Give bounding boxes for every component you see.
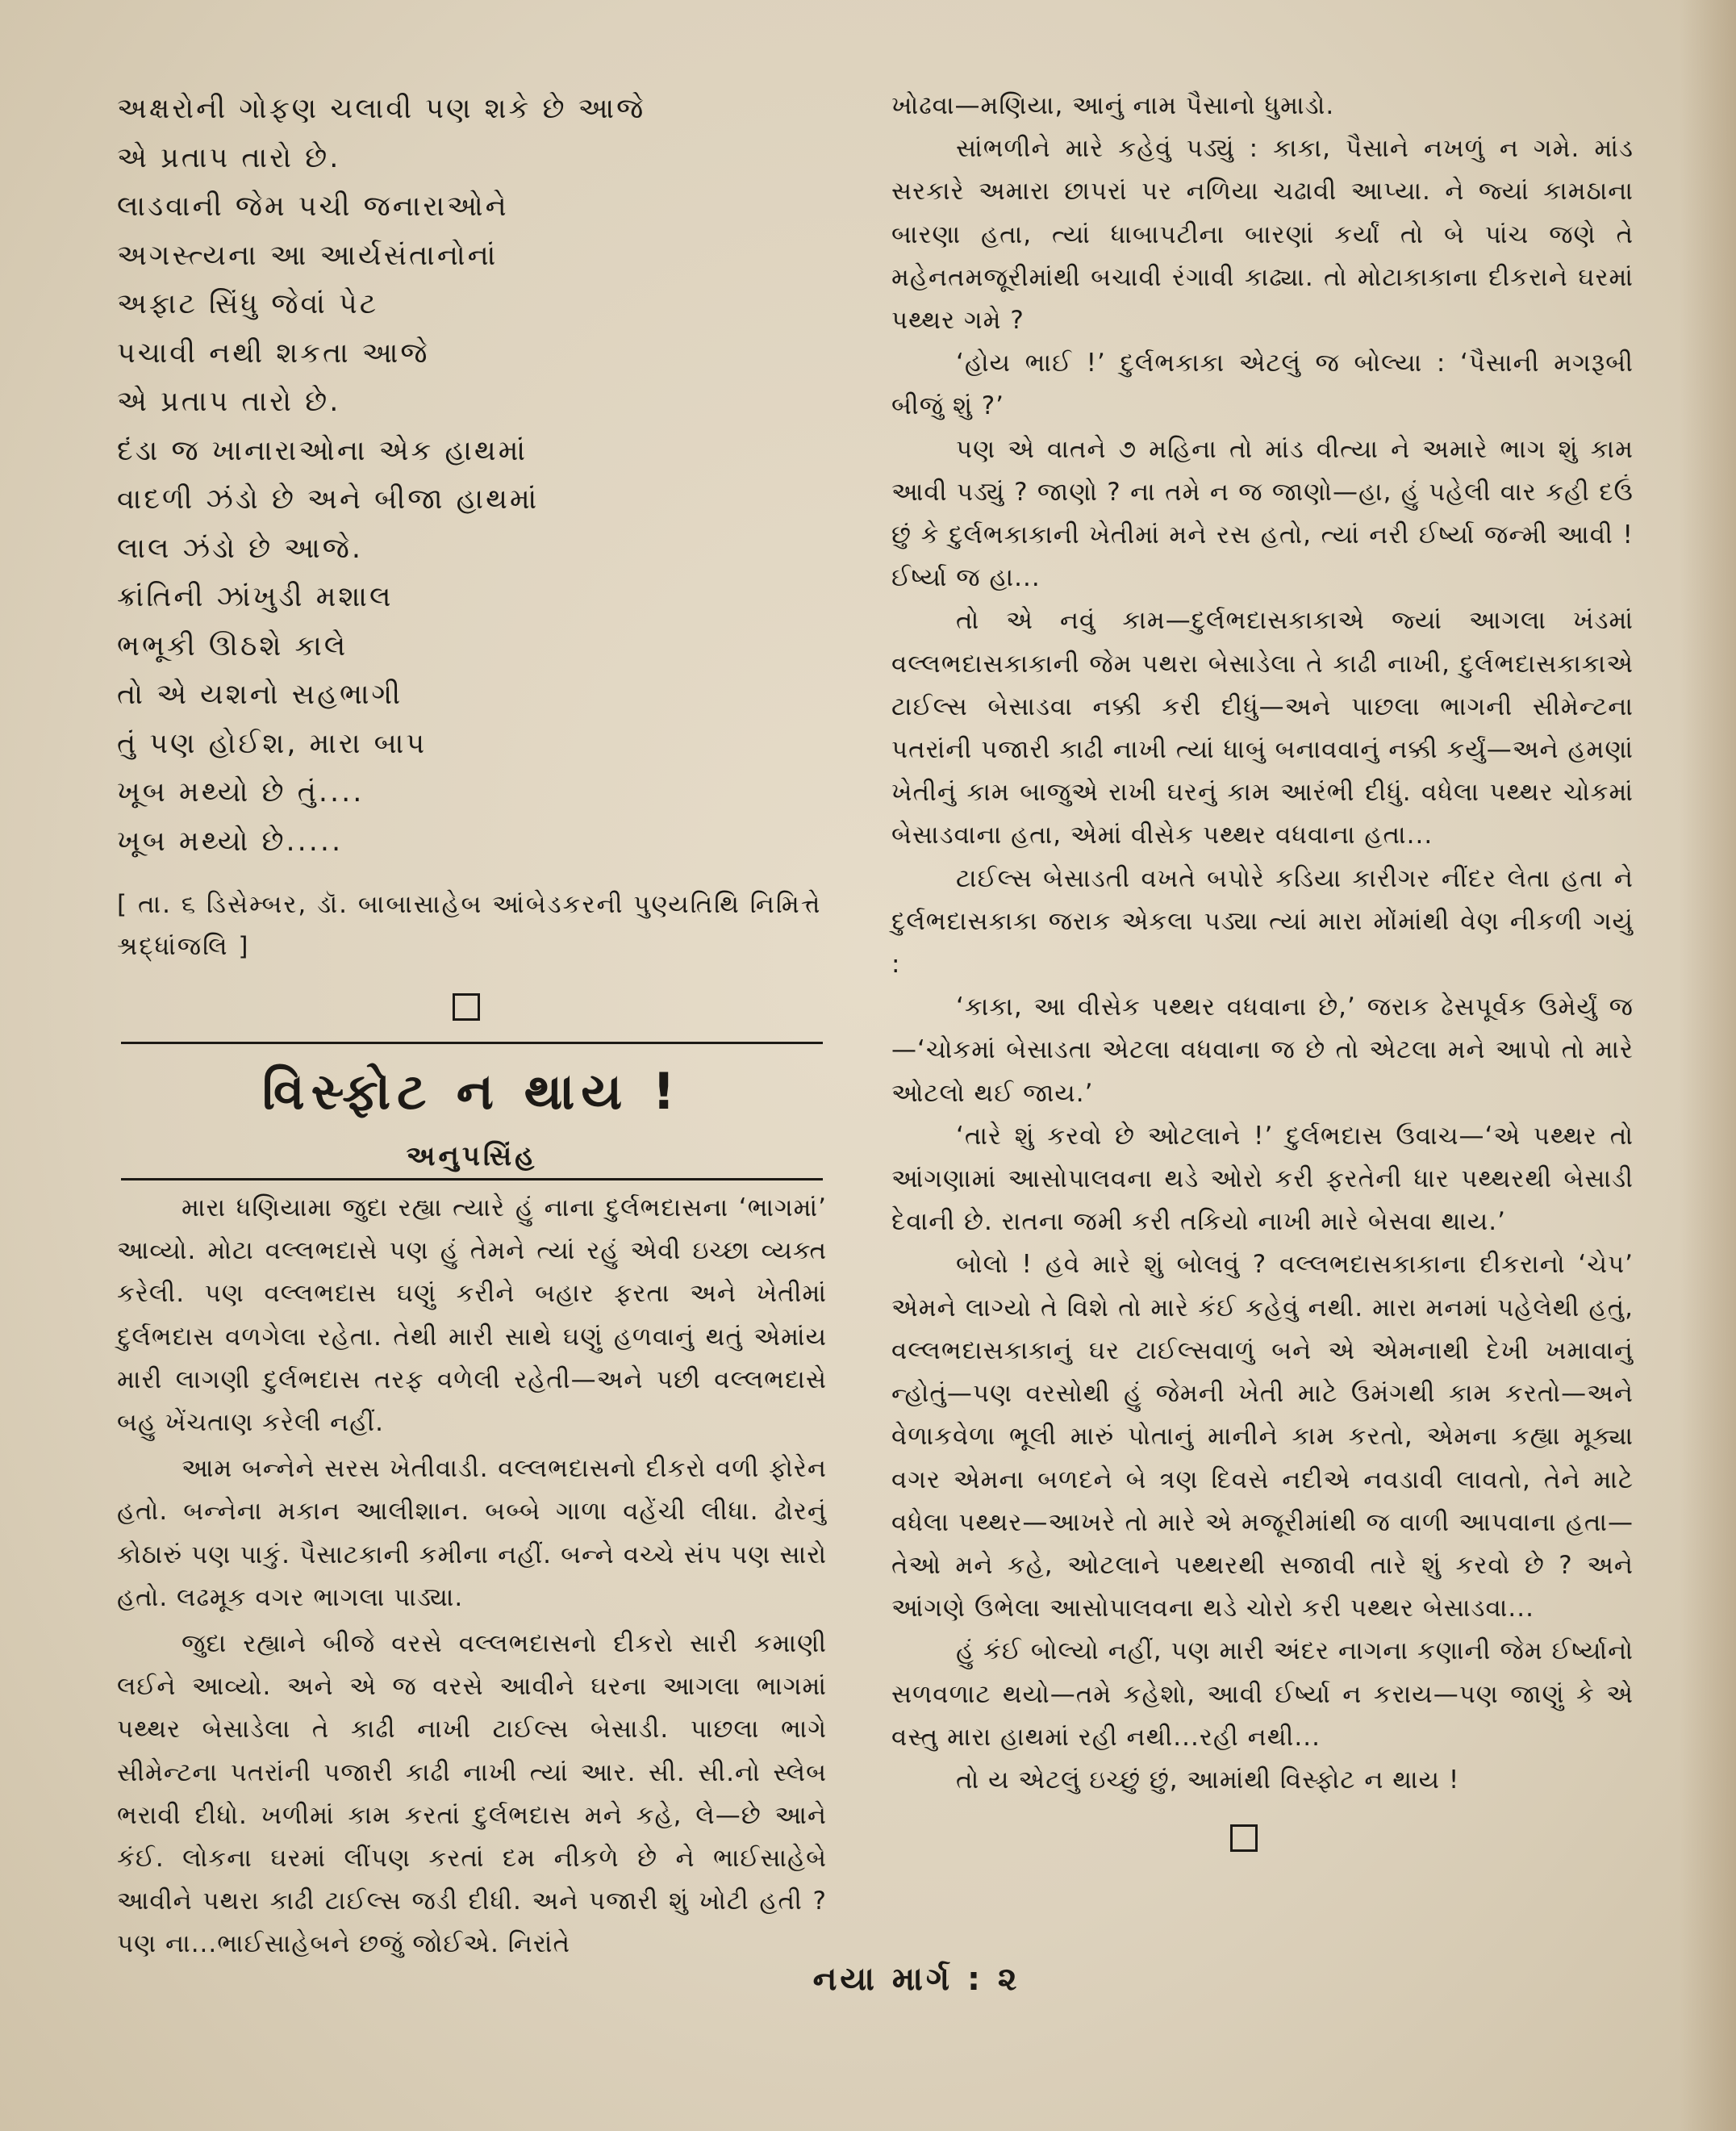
story-paragraph: સાંભળીને મારે કહેવું પડ્યું : કાકા, પૈસાને નખળું ન ગમે. માંડ સરકારે અમારા છાપરાં પર નળિયા ચઢાવી આપ્યા. ને જ્યાં કામઠાના બારણા હતા, ત્યાં ધાબાપટીના બારણાં કર્યાં તો બે પાંચ જણે તે મહેનતમજૂરીમાંથી બચાવી રંગાવી કાઢ્યા. તો મોટાકાકાના દીકરાને ઘરમાં પથ્થર ગમે ? xyxy=(891,134,1634,336)
story-paragraph: પણ એ વાતને ૭ મહિના તો માંડ વીત્યા ને અમારે ભાગ શું કામ આવી પડ્યું ? જાણો ? ના તમે ન જ જાણો—હા, હું પહેલી વાર કહી દઉં છું કે દુર્લભકાકાની ખેતીમાં મને રસ હતો, ત્યાં નરી ઈર્ષ્યા જન્મી આવી ! ઈર્ષ્યા જ હા... xyxy=(891,434,1634,593)
story-title: વિસ્ફોટ ન થાય ! xyxy=(262,1062,682,1121)
page-edge-shadow xyxy=(1680,0,1736,2131)
story-paragraph: જુદા રહ્યાને બીજે વરસે વલ્લભદાસનો દીકરો સારી કમાણી લઈને આવ્યો. અને એ જ વરસે આવીને ઘરના આગલા ભાગમાં પથ્થર બેસાડેલા તે કાઢી નાખી ટાઈલ્સ બેસાડી. પાછલા ભાગે સીમેન્ટના પતરાંની પજારી કાઢી નાખી ત્યાં આર. સી. સી.નો સ્લેબ ભરાવી દીધો. ખળીમાં કામ કરતાં દુર્લભદાસ મને કહે, લે—છે આને કંઈ. લોકના ઘરમાં લીંપણ કરતાં દમ નીકળે છે ને ભાઈસાહેબે આવીને પથરા કાઢી ટાઈલ્સ જડી દીધી. અને પજારી શું ખોટી હતી ? પણ ના...ભાઈસાહેબને છજું જોઈએ. નિરાંતે xyxy=(117,1629,827,1959)
poem-line: એ પ્રતાપ તારો છે. xyxy=(117,386,341,418)
poem-line: ક્રાંતિની ઝાંખુડી મશાલ xyxy=(117,581,394,613)
poem-line: ભભૂકી ઊઠશે કાલે xyxy=(117,629,348,662)
story-author: અનુપસિંહ xyxy=(406,1140,538,1172)
poem-line: એ પ્રતાપ તારો છે. xyxy=(117,141,341,174)
poem-line: તું પણ હોઈશ, મારા બાપ xyxy=(117,727,428,760)
poem-line: તો એ યશનો સહભાગી xyxy=(117,679,403,711)
author-divider xyxy=(121,1178,823,1180)
story-paragraph: તો એ નવું કામ—દુર્લભદાસકાકાએ જ્યાં આગલા ખંડમાં વલ્લભદાસકાકાની જેમ પથરા બેસાડેલા તે કાઢી નાખી, દુર્લભદાસકાકાએ ટાઈલ્સ બેસાડવા નક્કી કરી દીધું—અને પાછલા ભાગની સીમેન્ટના પતરાંની પજારી કાઢી નાખી ત્યાં ધાબું બનાવવાનું નક્કી કર્યું—અને હમણાં ખેતીનું કામ બાજુએ રાખી ઘરનું કામ આરંભી દીધું. વધેલા પથ્થર ચોકમાં બેસાડવાના હતા, એમાં વીસેક પથ્થર વધવાના હતા... xyxy=(891,606,1634,850)
story-paragraph: મારા ધણિયામા જુદા રહ્યા ત્યારે હું નાના દુર્લભદાસના ‘ભાગમાં’ આવ્યો. મોટા વલ્લભદાસે પણ હું તેમને ત્યાં રહું એવી ઇચ્છા વ્યક્ત કરેલી. પણ વલ્લભદાસ ઘણું કરીને બહાર ફરતા અને ખેતીમાં દુર્લભદાસ વળગેલા રહેતા. તેથી મારી સાથે ઘણું હળવાનું થતું એમાંય મારી લાગણી દુર્લભદાસ તરફ વળેલી રહેતી—અને પછી વલ્લભદાસે બહુ ખેંચતાણ કરેલી નહીં. xyxy=(117,1193,827,1438)
poem-line: પચાવી નથી શકતા આજે xyxy=(117,336,430,370)
poem-line: અગસ્ત્યના આ આર્યસંતાનોનાં xyxy=(117,239,499,272)
poem-line: અક્ષરોની ગોફણ ચલાવી પણ શકે છે આજે xyxy=(117,93,646,125)
poem-line: લાલ ઝંડો છે આજે. xyxy=(117,532,364,565)
story-closing-line: તો ય એટલું ઇચ્છું છું, આમાંથી વિસ્ફોટ ન થાય ! xyxy=(956,1765,1460,1795)
poem-dedication-note: [ તા. ૬ ડિસેમ્બર, ડૉ. બાબાસાહેબ આંબેડકરની પુણ્યતિથિ નિમિત્તે શ્રદ્ધાંજલિ ] xyxy=(117,890,822,961)
story-paragraph: ‘હોય ભાઈ !’ દુર્લભકાકા એટલું જ બોલ્યા : ‘પૈસાની મગરૂબી બીજું શું ?’ xyxy=(891,349,1634,421)
story-paragraph: બોલો ! હવે મારે શું બોલવું ? વલ્લભદાસકાકાના દીકરાનો ‘ચેપ’ એમને લાગ્યો તે વિશે તો મારે કંઈ કહેવું નથી. મારા મનમાં પહેલેથી હતું, વલ્લભદાસકાકાનું ઘર ટાઈલ્સવાળું બને એ એમનાથી દેખી ખમાવાનું ન્હોતું—પણ વરસોથી હું જેમની ખેતી માટે ઉમંગથી કામ કરતો—અને વેળાકવેળા ભૂલી મારું પોતાનું માનીને કામ કરતો, એમના કહ્યા મૂક્યા વગર એમના બળદને બે ત્રણ દિવસે નદીએ નવડાવી લાવતો, તેને માટે વધેલા પથ્થર—આખરે તો મારે એ મજૂરીમાંથી જ વાળી આપવાના હતા—તેઓ મને કહે, ઓટલાને પથ્થરથી સજાવી તારે શું કરવો છે ? અને આંગણે ઉભેલા આસોપાલવના થડે ચોરો કરી પથ્થર બેસાડવા... xyxy=(891,1250,1634,1623)
page-footer: નયા માર્ગ : ૨ xyxy=(812,1961,1020,1998)
poem-line: લાડવાની જેમ પચી જનારાઓને xyxy=(117,190,509,223)
left-column xyxy=(117,85,827,1966)
story-paragraph: હું કંઈ બોલ્યો નહીં, પણ મારી અંદર નાગના કણાની જેમ ઈર્ષ્યાનો સળવળાટ થયો—તમે કહેશો, આવી ઈર્ષ્યા ન કરાય—પણ જાણું કે એ વસ્તુ મારા હાથમાં રહી નથી...રહી નથી... xyxy=(891,1636,1634,1752)
story-end-mark-box xyxy=(1230,1824,1258,1852)
poem xyxy=(117,85,827,866)
story-paragraph: ‘કાકા, આ વીસેક પથ્થર વધવાના છે,’ જરાક ઢેસપૂર્વક ઉમેર્યું જ—‘ચોકમાં બેસાડતા એટલા વધવાના જ છે તો એટલા મને આપો તો મારે ઓટલો થઈ જાય.’ xyxy=(891,992,1634,1108)
section-divider xyxy=(121,1042,823,1044)
story-paragraph: ખોઢવા—મણિયા, આનું નામ પૈસાનો ધુમાડો. xyxy=(891,91,1335,120)
poem-line: ખૂબ મથ્યો છે તું.... xyxy=(117,776,365,809)
story-paragraph: ટાઈલ્સ બેસાડતી વખતે બપોરે કડિયા કારીગર નીંદર લેતા હતા ને દુર્લભદાસકાકા જરાક એકલા પડ્યા ત્યાં મારા મોંમાંથી વેણ નીકળી ગયું : xyxy=(891,863,1634,980)
story-paragraph: ‘તારે શું કરવો છે ઓટલાને !’ દુર્લભદાસ ઉવાચ—‘એ પથ્થર તો આંગણામાં આસોપાલવના થડે ઓરો કરી ફરતેની ધાર પથ્થરથી બેસાડી દેવાની છે. રાતના જમી કરી તકિયો નાખી મારે બેસવા થાય.’ xyxy=(891,1121,1634,1237)
poem-line: અફાટ સિંધુ જેવાં પેટ xyxy=(117,288,379,320)
end-mark-box xyxy=(453,993,480,1021)
poem-line: દંડા જ ખાનારાઓના એક હાથમાં xyxy=(117,434,528,467)
poem-line: વાદળી ઝંડો છે અને બીજા હાથમાં xyxy=(117,483,540,516)
right-column xyxy=(891,85,1634,1852)
poem-line: ખૂબ મથ્યો છે..... xyxy=(117,825,344,858)
story-paragraph: આમ બન્નેને સરસ ખેતીવાડી. વલ્લભદાસનો દીકરો વળી ફોરેન હતો. બન્નેના મકાન આલીશાન. બબ્બે ગાળા વહેંચી લીધા. ઢોરનું કોઠારું પણ પાકું. પૈસાટકાની કમીના નહીં. બન્ને વચ્ચે સંપ પણ સારો હતો. લઢમૂક વગર ભાગલા પાડ્યા. xyxy=(117,1454,827,1612)
